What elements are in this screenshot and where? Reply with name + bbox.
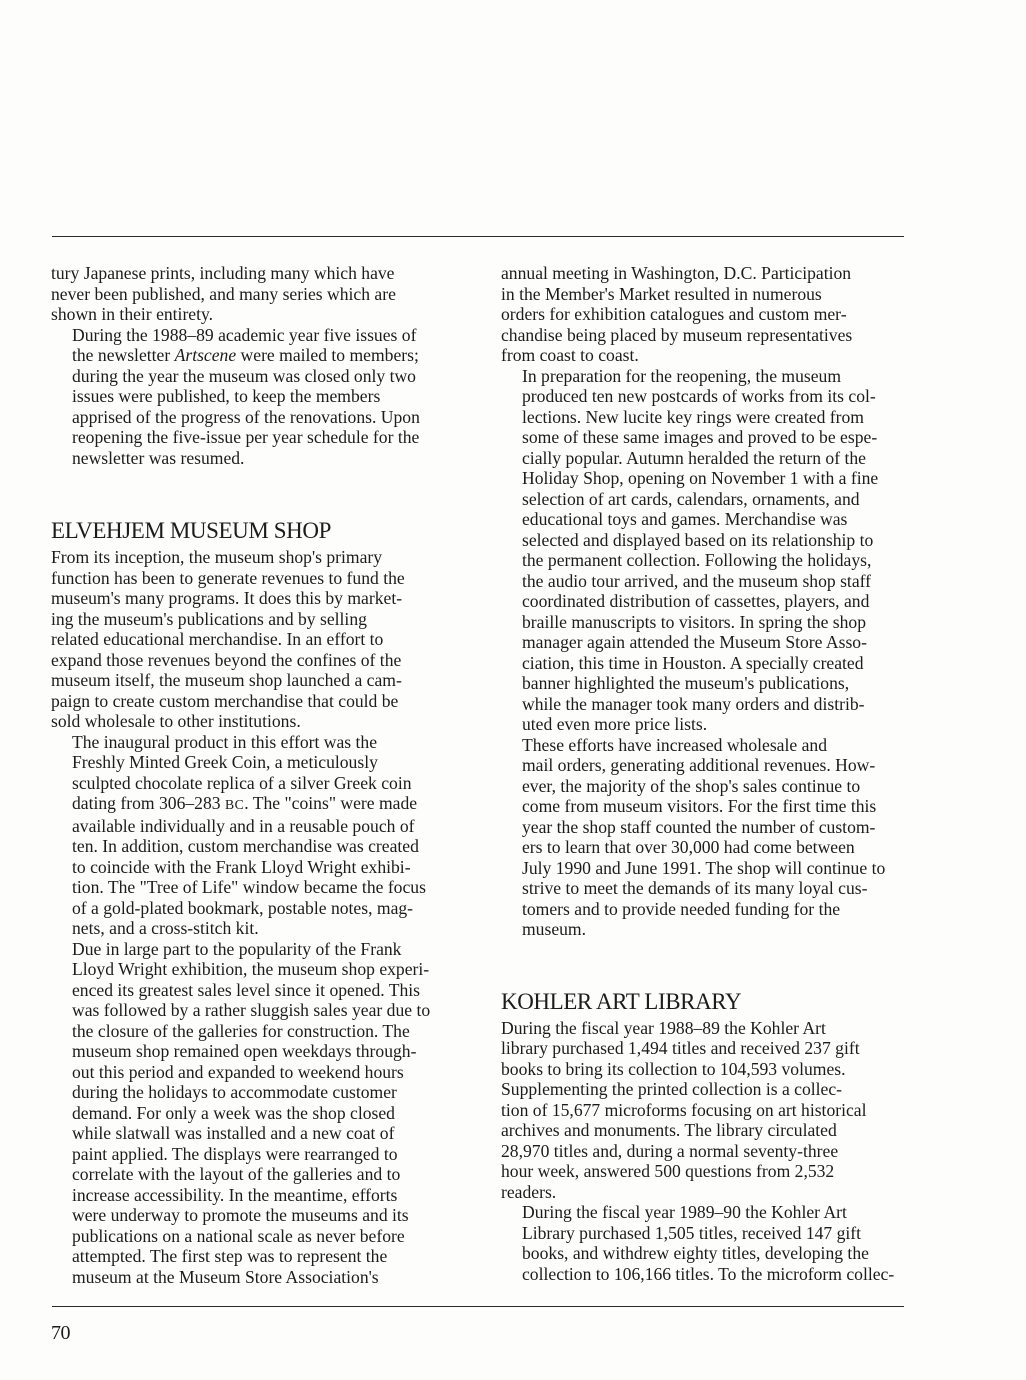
- text-line: year the shop staff counted the number of custom-: [522, 816, 876, 837]
- text-line: chandise being placed by museum representatives: [501, 324, 853, 345]
- heading-kohler-library: KOHLER ART LIBRARY: [501, 988, 742, 1014]
- text-line: braille manuscripts to visitors. In spring the shop: [522, 611, 867, 632]
- text-line: manager again attended the Museum Store Asso-: [522, 632, 867, 652]
- text-line: educational toys and games. Merchandise was: [522, 509, 848, 529]
- text-line: tury Japanese prints, including many which have: [51, 263, 395, 283]
- text-line: the newsletter Artscene were mailed to members;: [72, 345, 419, 365]
- text-line: during the year the museum was closed only two: [72, 365, 416, 386]
- text-line: attempted. The first step was to represent the: [72, 1246, 388, 1266]
- text-line: the audio tour arrived, and the museum shop staff: [522, 570, 872, 591]
- text-line: During the fiscal year 1988–89 the Kohler Art: [501, 1017, 826, 1038]
- paragraph-library-2: [501, 1202, 911, 1284]
- text-line: while slatwall was installed and a new coat of: [72, 1123, 395, 1143]
- paragraph-efforts: [501, 735, 911, 940]
- paragraph-shop-3: [51, 939, 461, 1288]
- text-line: demand. For only a week was the shop closed: [72, 1102, 395, 1123]
- text-line: during the holidays to accommodate customer: [72, 1082, 397, 1102]
- text-line: the closure of the galleries for construction. The: [72, 1020, 410, 1041]
- text-line: tomers and to provide needed funding for the: [522, 898, 841, 919]
- text-line: museum itself, the museum shop launched a cam-: [51, 670, 402, 690]
- text-line: nets, and a cross-stitch kit.: [72, 918, 259, 938]
- paragraph-intro: [51, 263, 461, 325]
- text-line: while the manager took many orders and distrib-: [522, 693, 865, 714]
- right-column: [501, 263, 911, 1284]
- text-line: ing the museum's publications and by selling: [51, 608, 367, 629]
- era-abbreviation: BC: [224, 797, 245, 812]
- text-line: tion. The "Tree of Life" window became the focus: [72, 877, 426, 897]
- text-line: of a gold-plated bookmark, postable notes, mag-: [72, 897, 414, 918]
- text-line: publications on a national scale as never before: [72, 1225, 405, 1246]
- text-line: available individually and in a reusable pouch of: [72, 815, 415, 836]
- text-line: In preparation for the reopening, the museum: [522, 365, 842, 386]
- newsletter-title: Artscene: [174, 345, 237, 365]
- text-line: annual meeting in Washington, D.C. Participation: [501, 263, 852, 283]
- text-line: Freshly Minted Greek Coin, a meticulously: [72, 752, 378, 772]
- text-line: selection of art cards, calendars, ornaments, and: [522, 488, 860, 509]
- text-line: in the Member's Market resulted in numerous: [501, 283, 822, 304]
- text-line: related educational merchandise. In an effort to: [51, 629, 384, 649]
- text-line: to coincide with the Frank Lloyd Wright exhibi-: [72, 856, 411, 877]
- text-line: library purchased 1,494 titles and received 237 gift: [501, 1038, 860, 1058]
- text-line: books, and withdrew eighty titles, developing the: [522, 1243, 869, 1263]
- text-line: shown in their entirety.: [51, 304, 214, 324]
- text-line: selected and displayed based on its relationship to: [522, 529, 874, 550]
- text-line: some of these same images and proved to be espe-: [522, 427, 878, 447]
- text-line: cially popular. Autumn heralded the return of the: [522, 447, 866, 468]
- text-line: increase accessibility. In the meantime, efforts: [72, 1184, 398, 1205]
- text-line: the permanent collection. Following the holidays,: [522, 550, 872, 570]
- text-line: Holiday Shop, opening on November 1 with a fine: [522, 468, 879, 488]
- text-line: ers to learn that over 30,000 had come between: [522, 837, 855, 857]
- paragraph-meeting: [501, 263, 911, 366]
- text-line: from coast to coast.: [501, 345, 639, 365]
- text-line: museum.: [522, 919, 587, 939]
- paragraph-shop-1: [51, 547, 461, 732]
- text-line: reopening the five-issue per year schedule for the: [72, 427, 420, 447]
- text-line: Lloyd Wright exhibition, the museum shop experi-: [72, 959, 430, 979]
- bottom-rule: [52, 1306, 904, 1307]
- text-line: produced ten new postcards of works from its col-: [522, 386, 876, 406]
- text-line: These efforts have increased wholesale and: [522, 734, 827, 755]
- text-line: During the 1988–89 academic year five issues of: [72, 324, 417, 345]
- text-line: never been published, and many series which are: [51, 283, 396, 304]
- text-line: come from museum visitors. For the first time this: [522, 796, 877, 816]
- text-line: Library purchased 1,505 titles, received 147 gift: [522, 1222, 862, 1243]
- text-line: sculpted chocolate replica of a silver Greek coin: [72, 772, 412, 793]
- text-line: ever, the majority of the shop's sales continue to: [522, 775, 861, 796]
- text-line: The inaugural product in this effort was the: [72, 731, 378, 752]
- left-column: [51, 263, 461, 1287]
- text-line: 28,970 titles and, during a normal seventy-three: [501, 1140, 839, 1161]
- text-line: uted even more price lists.: [522, 714, 708, 734]
- text-line: newsletter was resumed.: [72, 447, 245, 468]
- text-line: July 1990 and June 1991. The shop will continue to: [522, 857, 886, 878]
- page-number: 70: [51, 1322, 70, 1344]
- text-line: banner highlighted the museum's publications,: [522, 673, 850, 693]
- heading-museum-shop: ELVEHJEM MUSEUM SHOP: [51, 518, 331, 543]
- text-line: From its inception, the museum shop's primary: [51, 547, 383, 567]
- top-rule: [52, 236, 904, 237]
- text-line: was followed by a rather sluggish sales year due to: [72, 1000, 431, 1020]
- text-line: strive to meet the demands of its many loyal cus-: [522, 878, 868, 898]
- text-line: hour week, answered 500 questions from 2,532: [501, 1161, 835, 1181]
- text-line: paint applied. The displays were rearranged to: [72, 1143, 398, 1164]
- text-line: mail orders, generating additional revenues. How-: [522, 755, 876, 775]
- text-line: expand those revenues beyond the confines of the: [51, 649, 402, 670]
- text-line: correlate with the layout of the galleries and to: [72, 1164, 401, 1184]
- text-line: out this period and expanded to weekend hours: [72, 1061, 404, 1082]
- text-line: orders for exhibition catalogues and custom mer-: [501, 304, 847, 324]
- text-line: museum's many programs. It does this by market-: [51, 588, 403, 608]
- text-line: were underway to promote the museums and its: [72, 1205, 409, 1225]
- text-line: ciation, this time in Houston. A specially created: [522, 652, 864, 673]
- text-line: museum at the Museum Store Association's: [72, 1266, 379, 1287]
- text-line: apprised of the progress of the renovations. Upon: [72, 406, 420, 427]
- paragraph-newsletter: [51, 325, 461, 469]
- text-line: museum shop remained open weekdays through-: [72, 1041, 417, 1061]
- paragraph-reopening: [501, 366, 911, 735]
- text-line: readers.: [501, 1181, 557, 1202]
- text-line: paign to create custom merchandise that could be: [51, 690, 399, 711]
- paragraph-library-1: [501, 1018, 911, 1203]
- text-line: coordinated distribution of cassettes, players, and: [522, 591, 870, 611]
- text-line: enced its greatest sales level since it opened. This: [72, 979, 421, 1000]
- text-line: sold wholesale to other institutions.: [51, 711, 301, 731]
- text-line: lections. New lucite key rings were created from: [522, 406, 864, 427]
- text-line: function has been to generate revenues to fund the: [51, 567, 405, 588]
- text-line: issues were published, to keep the members: [72, 386, 381, 406]
- text-line: Supplementing the printed collection is a collec-: [501, 1079, 843, 1099]
- text-line: tion of 15,677 microforms focusing on art historical: [501, 1099, 867, 1120]
- text-line: ten. In addition, custom merchandise was created: [72, 836, 419, 856]
- text-line: archives and monuments. The library circulated: [501, 1120, 837, 1140]
- text-line: books to bring its collection to 104,593 volumes.: [501, 1058, 846, 1079]
- text-line: Due in large part to the popularity of the Frank: [72, 938, 402, 959]
- text-line: collection to 106,166 titles. To the microform collec-: [522, 1263, 895, 1284]
- text-line: dating from 306–283 BC. The "coins" were made: [72, 793, 418, 813]
- text-line: During the fiscal year 1989–90 the Kohler Art: [522, 1202, 847, 1222]
- paragraph-shop-2: [51, 732, 461, 939]
